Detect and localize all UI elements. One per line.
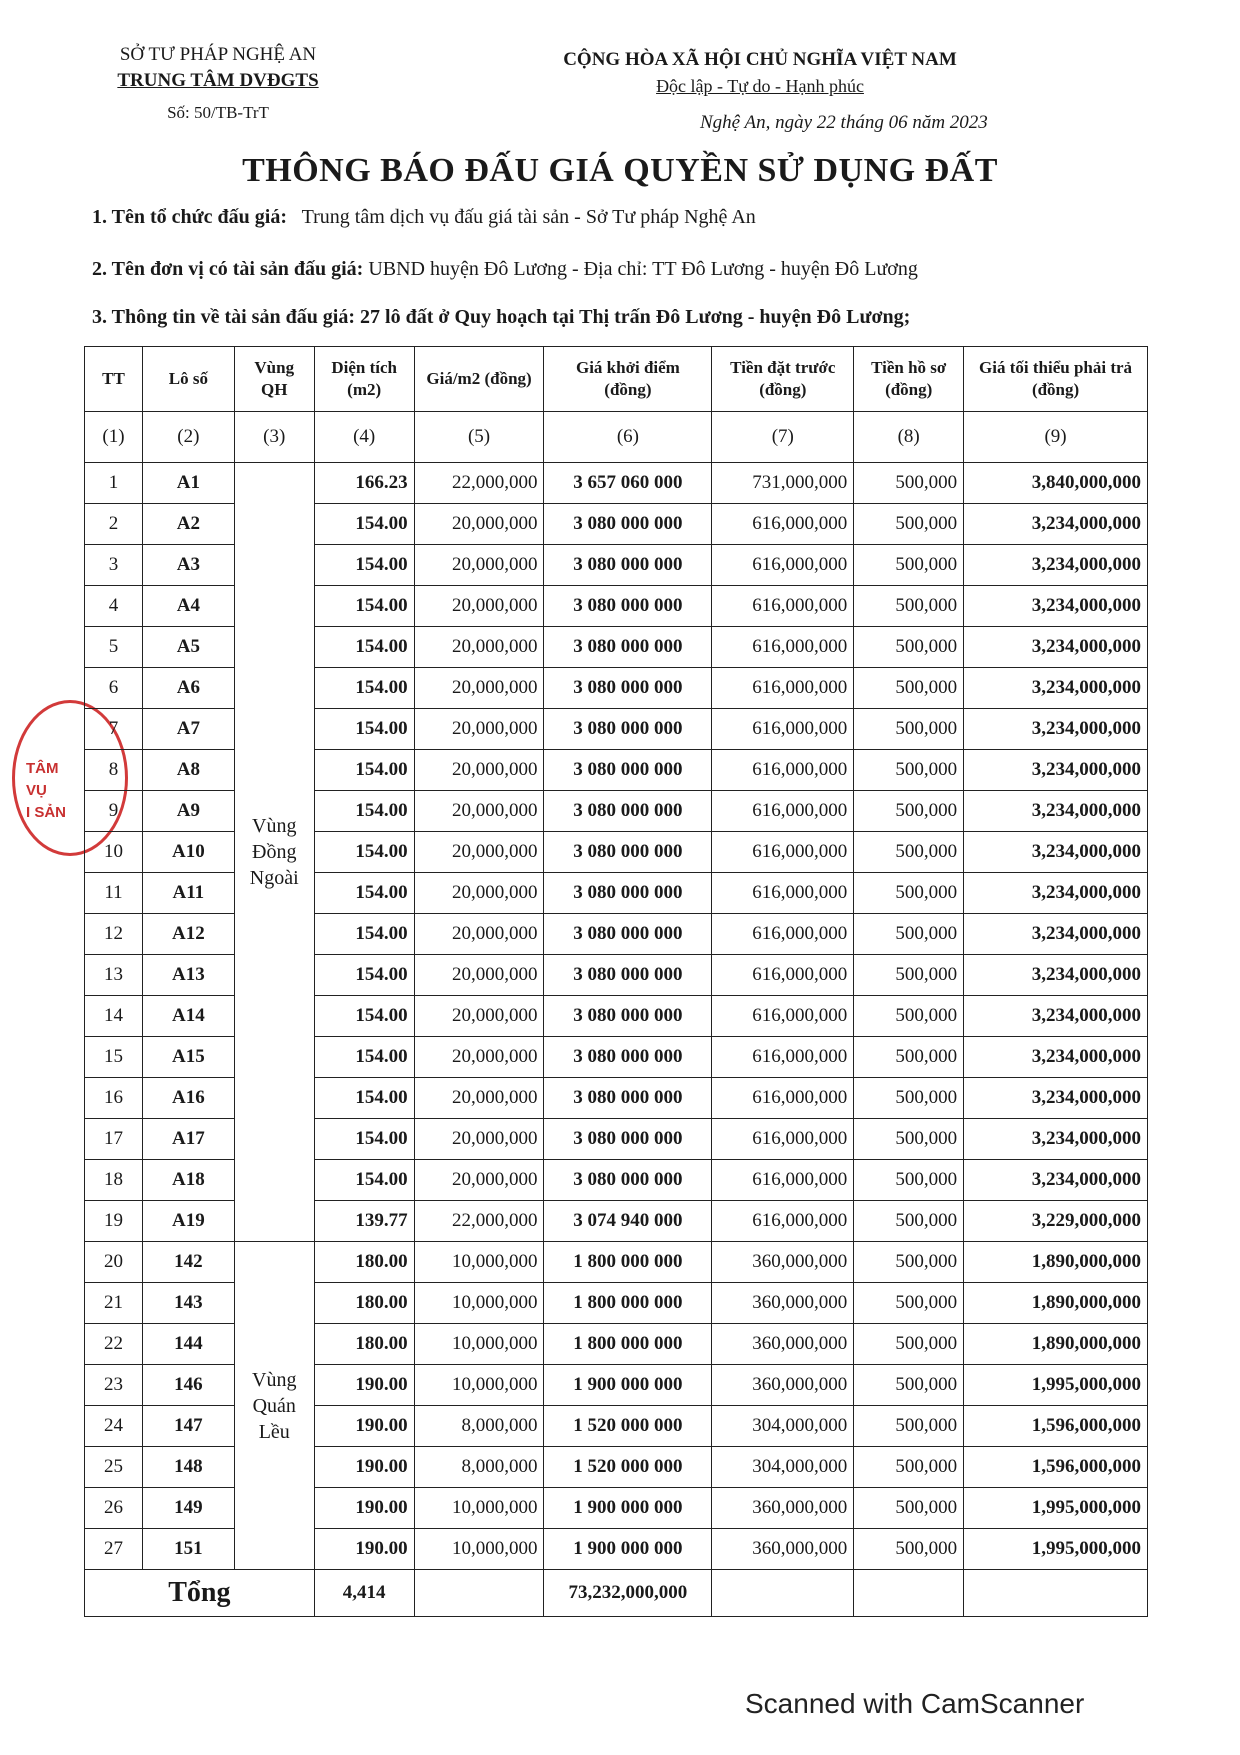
start-price-cell: 1 800 000 000 <box>544 1324 712 1365</box>
start-price-cell: 3 080 000 000 <box>544 545 712 586</box>
lot-number: A13 <box>142 955 234 996</box>
lot-number: A5 <box>142 627 234 668</box>
column-header: Giá tối thiểu phải trả (đồng) <box>964 347 1148 412</box>
start-price-cell: 1 800 000 000 <box>544 1242 712 1283</box>
start-price-cell: 3 080 000 000 <box>544 1078 712 1119</box>
file-fee-cell: 500,000 <box>854 1160 964 1201</box>
lot-number: A19 <box>142 1201 234 1242</box>
file-fee-cell: 500,000 <box>854 627 964 668</box>
start-price-cell: 3 080 000 000 <box>544 1119 712 1160</box>
price-per-m2-cell: 10,000,000 <box>414 1324 544 1365</box>
file-fee-cell: 500,000 <box>854 1406 964 1447</box>
info-label: 1. Tên tổ chức đấu giá: <box>92 206 287 228</box>
minimum-payment-cell: 1,995,000,000 <box>964 1365 1148 1406</box>
area-cell: 154.00 <box>314 1119 414 1160</box>
total-area: 4,414 <box>314 1570 414 1617</box>
price-per-m2-cell: 8,000,000 <box>414 1447 544 1488</box>
zone-dong-ngoai: Vùng Đồng Ngoài <box>234 463 314 1242</box>
lot-number: A9 <box>142 791 234 832</box>
row-index: 1 <box>85 463 143 504</box>
deposit-cell: 616,000,000 <box>712 709 854 750</box>
deposit-cell: 360,000,000 <box>712 1324 854 1365</box>
lot-number: 143 <box>142 1283 234 1324</box>
price-per-m2-cell: 20,000,000 <box>414 627 544 668</box>
deposit-cell: 616,000,000 <box>712 1160 854 1201</box>
table-body <box>85 463 1148 1570</box>
start-price-cell: 3 080 000 000 <box>544 873 712 914</box>
row-index: 18 <box>85 1160 143 1201</box>
national-motto: Độc lập - Tự do - Hạnh phúc <box>656 76 864 96</box>
zone-quan-leu: Vùng Quán Lều <box>234 1242 314 1570</box>
issuer-department: SỞ TƯ PHÁP NGHỆ AN <box>119 44 317 65</box>
area-cell: 180.00 <box>314 1242 414 1283</box>
lot-number: A12 <box>142 914 234 955</box>
deposit-cell: 616,000,000 <box>712 996 854 1037</box>
start-price-cell: 3 080 000 000 <box>544 791 712 832</box>
minimum-payment-cell: 3,234,000,000 <box>964 955 1148 996</box>
lot-number: A3 <box>142 545 234 586</box>
column-number: (3) <box>234 412 314 463</box>
seal-text-line: TÂM <box>26 760 59 777</box>
price-per-m2-cell: 20,000,000 <box>414 1160 544 1201</box>
price-per-m2-cell: 10,000,000 <box>414 1365 544 1406</box>
area-cell: 154.00 <box>314 627 414 668</box>
price-per-m2-cell: 20,000,000 <box>414 955 544 996</box>
price-per-m2-cell: 22,000,000 <box>414 463 544 504</box>
row-index: 13 <box>85 955 143 996</box>
file-fee-cell: 500,000 <box>854 1201 964 1242</box>
minimum-payment-cell: 3,234,000,000 <box>964 586 1148 627</box>
minimum-payment-cell: 1,596,000,000 <box>964 1406 1148 1447</box>
document-title: THÔNG BÁO ĐẤU GIÁ QUYỀN SỬ DỤNG ĐẤT <box>242 152 998 189</box>
file-fee-cell: 500,000 <box>854 873 964 914</box>
lot-number: A10 <box>142 832 234 873</box>
info-label: 3. Thông tin về tài sản đấu giá: <box>92 306 356 328</box>
price-per-m2-cell: 22,000,000 <box>414 1201 544 1242</box>
column-number: (5) <box>414 412 544 463</box>
file-fee-cell: 500,000 <box>854 1447 964 1488</box>
start-price-cell: 3 080 000 000 <box>544 586 712 627</box>
file-fee-cell: 500,000 <box>854 791 964 832</box>
minimum-payment-cell: 3,234,000,000 <box>964 791 1148 832</box>
minimum-payment-cell: 3,234,000,000 <box>964 996 1148 1037</box>
price-per-m2-cell: 20,000,000 <box>414 791 544 832</box>
total-empty-cell <box>964 1570 1148 1617</box>
deposit-cell: 731,000,000 <box>712 463 854 504</box>
minimum-payment-cell: 3,234,000,000 <box>964 1037 1148 1078</box>
start-price-cell: 3 080 000 000 <box>544 996 712 1037</box>
file-fee-cell: 500,000 <box>854 832 964 873</box>
deposit-cell: 616,000,000 <box>712 1201 854 1242</box>
minimum-payment-cell: 3,234,000,000 <box>964 545 1148 586</box>
lot-number: 147 <box>142 1406 234 1447</box>
column-header: Giá khởi điểm (đồng) <box>544 347 712 412</box>
start-price-cell: 3 080 000 000 <box>544 832 712 873</box>
deposit-cell: 360,000,000 <box>712 1488 854 1529</box>
area-cell: 190.00 <box>314 1529 414 1570</box>
file-fee-cell: 500,000 <box>854 996 964 1037</box>
info-line-asset <box>92 306 910 329</box>
file-fee-cell: 500,000 <box>854 586 964 627</box>
start-price-cell: 1 520 000 000 <box>544 1447 712 1488</box>
column-number: (1) <box>85 412 143 463</box>
total-label: Tổng <box>85 1570 315 1617</box>
area-cell: 154.00 <box>314 832 414 873</box>
info-line-owner <box>92 258 918 281</box>
file-fee-cell: 500,000 <box>854 545 964 586</box>
minimum-payment-cell: 3,234,000,000 <box>964 873 1148 914</box>
deposit-cell: 616,000,000 <box>712 832 854 873</box>
area-cell: 180.00 <box>314 1324 414 1365</box>
deposit-cell: 616,000,000 <box>712 1037 854 1078</box>
area-cell: 154.00 <box>314 504 414 545</box>
deposit-cell: 616,000,000 <box>712 873 854 914</box>
lot-number: A17 <box>142 1119 234 1160</box>
column-number: (4) <box>314 412 414 463</box>
minimum-payment-cell: 3,234,000,000 <box>964 709 1148 750</box>
official-seal-text <box>26 758 66 824</box>
seal-text-line: VỤ <box>26 782 47 799</box>
price-per-m2-cell: 20,000,000 <box>414 1119 544 1160</box>
area-cell: 180.00 <box>314 1283 414 1324</box>
area-cell: 154.00 <box>314 750 414 791</box>
price-per-m2-cell: 20,000,000 <box>414 709 544 750</box>
row-index: 9 <box>85 791 143 832</box>
total-empty-cell <box>712 1570 854 1617</box>
deposit-cell: 304,000,000 <box>712 1406 854 1447</box>
start-price-cell: 1 900 000 000 <box>544 1488 712 1529</box>
table-row <box>85 1242 1148 1283</box>
deposit-cell: 616,000,000 <box>712 791 854 832</box>
minimum-payment-cell: 3,234,000,000 <box>964 832 1148 873</box>
row-index: 24 <box>85 1406 143 1447</box>
total-empty-cell <box>414 1570 544 1617</box>
file-fee-cell: 500,000 <box>854 914 964 955</box>
info-value: 27 lô đất ở Quy hoạch tại Thị trấn Đô Lương - huyện Đô Lương; <box>360 306 911 328</box>
deposit-cell: 616,000,000 <box>712 668 854 709</box>
lot-number: A15 <box>142 1037 234 1078</box>
total-start-price: 73,232,000,000 <box>544 1570 712 1617</box>
area-cell: 154.00 <box>314 1037 414 1078</box>
price-per-m2-cell: 20,000,000 <box>414 832 544 873</box>
total-empty-cell <box>854 1570 964 1617</box>
column-header: Lô số <box>142 347 234 412</box>
area-cell: 139.77 <box>314 1201 414 1242</box>
row-index: 20 <box>85 1242 143 1283</box>
row-index: 8 <box>85 750 143 791</box>
column-number: (2) <box>142 412 234 463</box>
price-per-m2-cell: 20,000,000 <box>414 1037 544 1078</box>
deposit-cell: 616,000,000 <box>712 914 854 955</box>
price-per-m2-cell: 10,000,000 <box>414 1242 544 1283</box>
file-fee-cell: 500,000 <box>854 1078 964 1119</box>
file-fee-cell: 500,000 <box>854 1365 964 1406</box>
start-price-cell: 1 900 000 000 <box>544 1529 712 1570</box>
area-cell: 154.00 <box>314 1160 414 1201</box>
minimum-payment-cell: 3,234,000,000 <box>964 1078 1148 1119</box>
area-cell: 154.00 <box>314 873 414 914</box>
lot-number: A14 <box>142 996 234 1037</box>
file-fee-cell: 500,000 <box>854 1119 964 1160</box>
nation-name: CỘNG HÒA XÃ HỘI CHỦ NGHĨA VIỆT NAM <box>563 49 957 70</box>
start-price-cell: 3 080 000 000 <box>544 504 712 545</box>
lot-number: A11 <box>142 873 234 914</box>
minimum-payment-cell: 1,995,000,000 <box>964 1529 1148 1570</box>
column-header: Vùng QH <box>234 347 314 412</box>
area-cell: 154.00 <box>314 996 414 1037</box>
deposit-cell: 304,000,000 <box>712 1447 854 1488</box>
file-fee-cell: 500,000 <box>854 750 964 791</box>
lot-number: A8 <box>142 750 234 791</box>
column-number: (7) <box>712 412 854 463</box>
area-cell: 154.00 <box>314 791 414 832</box>
row-index: 23 <box>85 1365 143 1406</box>
lot-number: 148 <box>142 1447 234 1488</box>
row-index: 4 <box>85 586 143 627</box>
deposit-cell: 360,000,000 <box>712 1365 854 1406</box>
area-cell: 154.00 <box>314 668 414 709</box>
deposit-cell: 616,000,000 <box>712 1078 854 1119</box>
info-line-organizer <box>92 206 756 229</box>
price-per-m2-cell: 20,000,000 <box>414 545 544 586</box>
area-cell: 154.00 <box>314 709 414 750</box>
minimum-payment-cell: 3,234,000,000 <box>964 1119 1148 1160</box>
price-per-m2-cell: 10,000,000 <box>414 1488 544 1529</box>
row-index: 12 <box>85 914 143 955</box>
minimum-payment-cell: 3,229,000,000 <box>964 1201 1148 1242</box>
price-per-m2-cell: 20,000,000 <box>414 914 544 955</box>
area-cell: 190.00 <box>314 1488 414 1529</box>
start-price-cell: 3 080 000 000 <box>544 750 712 791</box>
area-cell: 166.23 <box>314 463 414 504</box>
file-fee-cell: 500,000 <box>854 1283 964 1324</box>
minimum-payment-cell: 3,234,000,000 <box>964 750 1148 791</box>
lot-number: 149 <box>142 1488 234 1529</box>
minimum-payment-cell: 3,234,000,000 <box>964 1160 1148 1201</box>
deposit-cell: 616,000,000 <box>712 545 854 586</box>
row-index: 2 <box>85 504 143 545</box>
area-cell: 154.00 <box>314 586 414 627</box>
column-header: Diện tích (m2) <box>314 347 414 412</box>
issuer-block <box>88 42 348 126</box>
area-cell: 190.00 <box>314 1406 414 1447</box>
price-per-m2-cell: 20,000,000 <box>414 504 544 545</box>
row-index: 17 <box>85 1119 143 1160</box>
file-fee-cell: 500,000 <box>854 709 964 750</box>
deposit-cell: 616,000,000 <box>712 955 854 996</box>
file-fee-cell: 500,000 <box>854 463 964 504</box>
lot-number: A7 <box>142 709 234 750</box>
lot-number: 142 <box>142 1242 234 1283</box>
lot-number: A2 <box>142 504 234 545</box>
row-index: 25 <box>85 1447 143 1488</box>
column-header: Tiền hồ sơ (đồng) <box>854 347 964 412</box>
row-index: 15 <box>85 1037 143 1078</box>
file-fee-cell: 500,000 <box>854 1242 964 1283</box>
row-index: 11 <box>85 873 143 914</box>
document-date: Nghệ An, ngày 22 tháng 06 năm 2023 <box>700 112 988 133</box>
file-fee-cell: 500,000 <box>854 504 964 545</box>
document-number: Số: 50/TB-TrT <box>167 103 269 122</box>
row-index: 21 <box>85 1283 143 1324</box>
deposit-cell: 360,000,000 <box>712 1529 854 1570</box>
start-price-cell: 3 080 000 000 <box>544 955 712 996</box>
national-header <box>500 46 1020 100</box>
start-price-cell: 3 080 000 000 <box>544 1037 712 1078</box>
lot-number: 144 <box>142 1324 234 1365</box>
minimum-payment-cell: 3,234,000,000 <box>964 627 1148 668</box>
minimum-payment-cell: 3,234,000,000 <box>964 914 1148 955</box>
price-per-m2-cell: 10,000,000 <box>414 1529 544 1570</box>
minimum-payment-cell: 1,995,000,000 <box>964 1488 1148 1529</box>
minimum-payment-cell: 3,840,000,000 <box>964 463 1148 504</box>
minimum-payment-cell: 1,890,000,000 <box>964 1324 1148 1365</box>
minimum-payment-cell: 1,890,000,000 <box>964 1242 1148 1283</box>
file-fee-cell: 500,000 <box>854 1488 964 1529</box>
start-price-cell: 3 080 000 000 <box>544 914 712 955</box>
minimum-payment-cell: 1,596,000,000 <box>964 1447 1148 1488</box>
table-header-row <box>85 347 1148 412</box>
start-price-cell: 3 657 060 000 <box>544 463 712 504</box>
file-fee-cell: 500,000 <box>854 668 964 709</box>
lot-number: A4 <box>142 586 234 627</box>
area-cell: 154.00 <box>314 1078 414 1119</box>
row-index: 19 <box>85 1201 143 1242</box>
row-index: 22 <box>85 1324 143 1365</box>
start-price-cell: 1 520 000 000 <box>544 1406 712 1447</box>
seal-text-line: I SẢN <box>26 804 67 821</box>
lot-number: A1 <box>142 463 234 504</box>
area-cell: 154.00 <box>314 914 414 955</box>
price-per-m2-cell: 20,000,000 <box>414 586 544 627</box>
deposit-cell: 360,000,000 <box>712 1283 854 1324</box>
start-price-cell: 3 080 000 000 <box>544 1160 712 1201</box>
column-number: (9) <box>964 412 1148 463</box>
file-fee-cell: 500,000 <box>854 1529 964 1570</box>
row-index: 3 <box>85 545 143 586</box>
info-value: UBND huyện Đô Lương - Địa chỉ: TT Đô Lương - huyện Đô Lương <box>368 258 918 280</box>
price-per-m2-cell: 20,000,000 <box>414 668 544 709</box>
deposit-cell: 616,000,000 <box>712 1119 854 1160</box>
row-index: 6 <box>85 668 143 709</box>
row-index: 7 <box>85 709 143 750</box>
lot-number: A16 <box>142 1078 234 1119</box>
price-per-m2-cell: 8,000,000 <box>414 1406 544 1447</box>
area-cell: 190.00 <box>314 1365 414 1406</box>
row-index: 5 <box>85 627 143 668</box>
price-per-m2-cell: 20,000,000 <box>414 750 544 791</box>
total-row <box>85 1570 1148 1617</box>
price-per-m2-cell: 20,000,000 <box>414 873 544 914</box>
column-number: (8) <box>854 412 964 463</box>
price-per-m2-cell: 20,000,000 <box>414 996 544 1037</box>
issuer-center: TRUNG TÂM DVĐGTS <box>117 70 319 91</box>
area-cell: 190.00 <box>314 1447 414 1488</box>
lot-number: A18 <box>142 1160 234 1201</box>
row-index: 14 <box>85 996 143 1037</box>
row-index: 26 <box>85 1488 143 1529</box>
lot-number: 151 <box>142 1529 234 1570</box>
start-price-cell: 3 074 940 000 <box>544 1201 712 1242</box>
minimum-payment-cell: 3,234,000,000 <box>964 668 1148 709</box>
info-label: 2. Tên đơn vị có tài sản đấu giá: <box>92 258 364 280</box>
minimum-payment-cell: 1,890,000,000 <box>964 1283 1148 1324</box>
lot-number: A6 <box>142 668 234 709</box>
row-index: 16 <box>85 1078 143 1119</box>
column-number-row <box>85 412 1148 463</box>
auction-lots-table <box>84 346 1148 1617</box>
table-row <box>85 463 1148 504</box>
start-price-cell: 1 800 000 000 <box>544 1283 712 1324</box>
column-header: TT <box>85 347 143 412</box>
minimum-payment-cell: 3,234,000,000 <box>964 504 1148 545</box>
file-fee-cell: 500,000 <box>854 1324 964 1365</box>
deposit-cell: 616,000,000 <box>712 750 854 791</box>
price-per-m2-cell: 10,000,000 <box>414 1283 544 1324</box>
area-cell: 154.00 <box>314 545 414 586</box>
deposit-cell: 360,000,000 <box>712 1242 854 1283</box>
price-per-m2-cell: 20,000,000 <box>414 1078 544 1119</box>
column-header: Tiền đặt trước (đồng) <box>712 347 854 412</box>
deposit-cell: 616,000,000 <box>712 586 854 627</box>
info-value: Trung tâm dịch vụ đấu giá tài sản - Sở Tư pháp Nghệ An <box>301 206 756 228</box>
column-header: Giá/m2 (đồng) <box>414 347 544 412</box>
lot-number: 146 <box>142 1365 234 1406</box>
scanner-watermark: Scanned with CamScanner <box>745 1688 1085 1719</box>
start-price-cell: 3 080 000 000 <box>544 709 712 750</box>
row-index: 10 <box>85 832 143 873</box>
file-fee-cell: 500,000 <box>854 955 964 996</box>
area-cell: 154.00 <box>314 955 414 996</box>
row-index: 27 <box>85 1529 143 1570</box>
deposit-cell: 616,000,000 <box>712 627 854 668</box>
column-number: (6) <box>544 412 712 463</box>
start-price-cell: 3 080 000 000 <box>544 627 712 668</box>
start-price-cell: 3 080 000 000 <box>544 668 712 709</box>
file-fee-cell: 500,000 <box>854 1037 964 1078</box>
start-price-cell: 1 900 000 000 <box>544 1365 712 1406</box>
deposit-cell: 616,000,000 <box>712 504 854 545</box>
